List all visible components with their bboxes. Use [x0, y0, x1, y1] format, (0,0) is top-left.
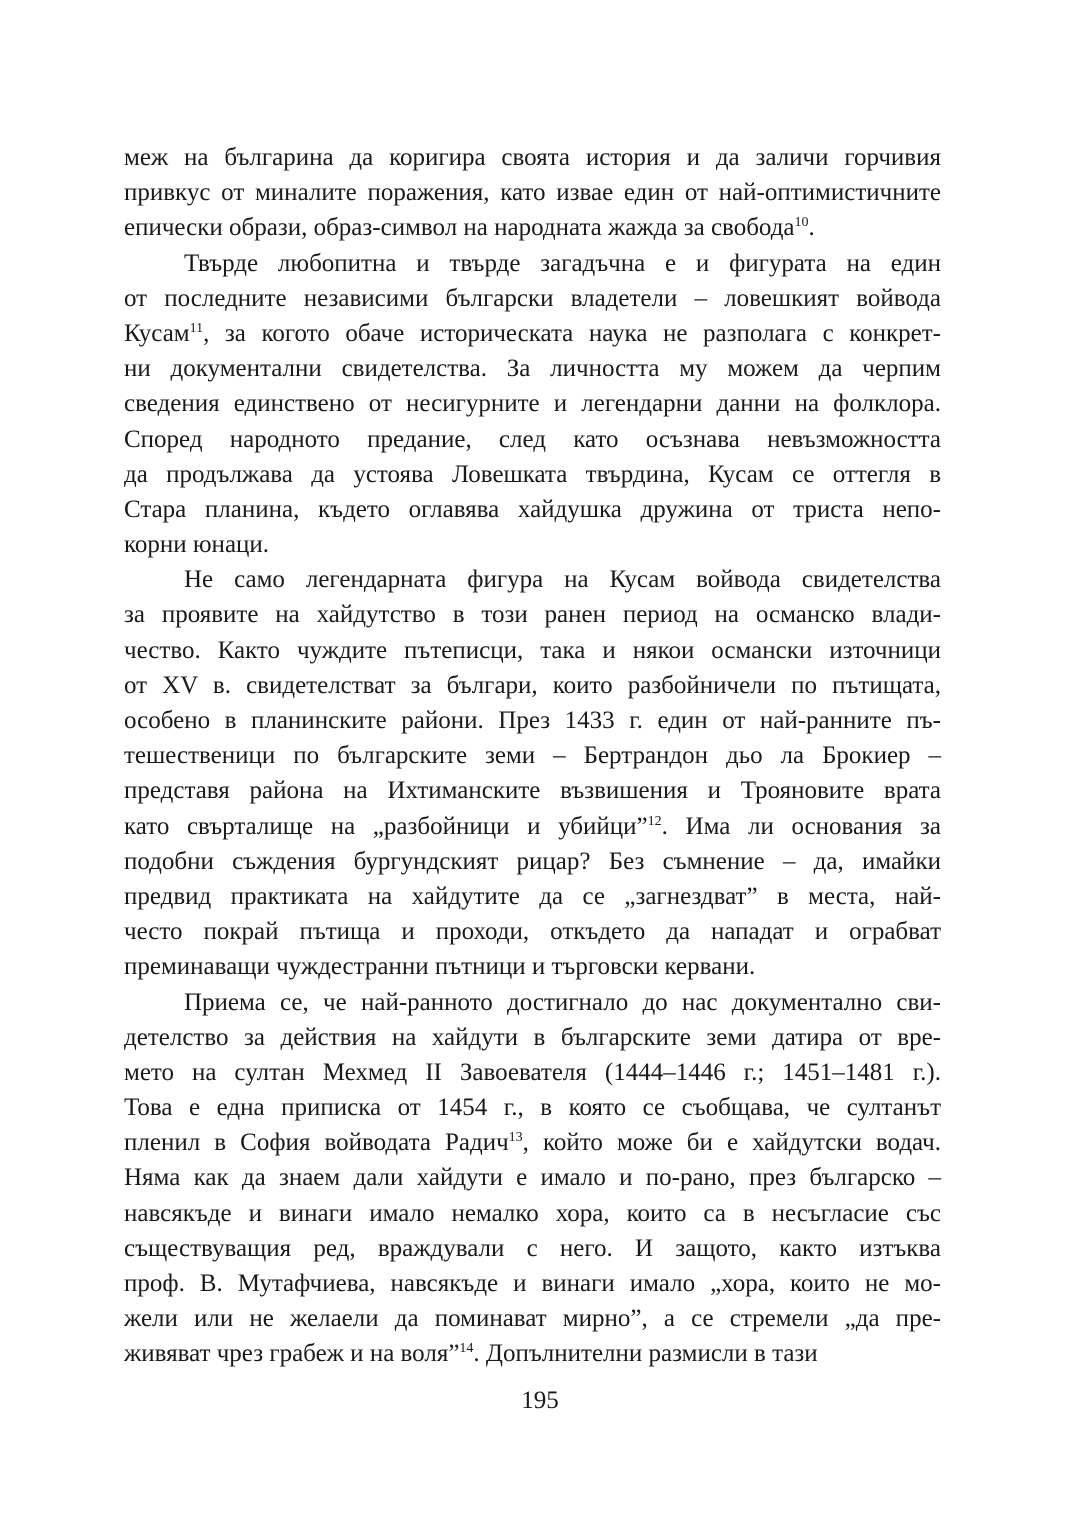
- footnote-ref: 12: [647, 813, 662, 829]
- text-run: Не само легендарната фигура на Кусам войвода свидетелства: [184, 566, 941, 594]
- text-line: [124, 1055, 941, 1090]
- text-line: [124, 1196, 941, 1231]
- text-run: корни юнаци.: [124, 531, 270, 559]
- text-line: [124, 351, 941, 386]
- text-run: от последните независими български владетели – ловешкият войвода: [124, 284, 941, 312]
- text-line: [124, 457, 941, 492]
- text-line: [124, 668, 941, 703]
- text-run: навсякъде и винаги имало немалко хора, които са в несъгласие със: [124, 1199, 941, 1227]
- text-run: Няма как да знаем дали хайдути е имало и по-рано, през българско –: [124, 1164, 941, 1192]
- text-run: детелство за действия на хайдути в българските земи датира от вре-: [124, 1023, 941, 1051]
- text-run: сведения единствено от несигурните и легендарни данни на фолклора.: [124, 390, 941, 418]
- paragraph: [124, 140, 941, 246]
- text-run: привкус от миналите поражения, като извае един от най-оптимистичните: [124, 179, 941, 207]
- paragraph: [124, 562, 941, 984]
- text-run: Стара планина, където оглавява хайдушка дружина от триста непо-: [124, 495, 941, 523]
- text-run: пленил в София войводата Радич: [124, 1129, 509, 1157]
- text-run: Според народното предание, след като осъзнава невъзможността: [124, 425, 941, 453]
- text-line: [124, 597, 941, 632]
- text-run: тешественици по българските земи – Бертрандон дьо ла Брокиер –: [124, 742, 941, 770]
- text-line: [124, 879, 941, 914]
- text-line: [124, 281, 941, 316]
- text-line: [124, 985, 941, 1020]
- text-line: [124, 246, 941, 281]
- text-line: [124, 703, 941, 738]
- text-line: [124, 1090, 941, 1125]
- text-line: [124, 844, 941, 879]
- text-line: [124, 1336, 941, 1371]
- text-line: [124, 562, 941, 597]
- text-run: Твърде любопитна и твърде загадъчна е и фигурата на един: [184, 249, 941, 277]
- text-line: [124, 809, 941, 844]
- text-line: [124, 140, 941, 175]
- text-run: . Допълнителни размисли в тази: [473, 1340, 818, 1368]
- text-line: [124, 1125, 941, 1160]
- text-run: .: [808, 214, 815, 242]
- text-run: Това е една приписка от 1454 г., в която се съобщава, че султанът: [124, 1094, 941, 1122]
- text-line: [124, 492, 941, 527]
- text-line: [124, 914, 941, 949]
- text-run: да продължава да устоява Ловешката твърдина, Кусам се оттегля в: [124, 460, 941, 488]
- text-run: Приема се, че най-ранното достигнало до нас документално сви-: [184, 988, 941, 1016]
- text-run: ни документални свидетелства. За личността му можем да черпим: [124, 355, 941, 383]
- text-run: съществуващия ред, враждували с него. И защото, както изтъква: [124, 1234, 941, 1262]
- text-run: , който може би е хайдутски водач.: [522, 1129, 941, 1157]
- text-run: представя района на Ихтиманските възвишения и Трояновите врата: [124, 777, 941, 805]
- text-line: [124, 210, 941, 245]
- paragraph: [124, 246, 941, 563]
- text-run: жели или не желаели да поминават мирно”, а се стремели „да пре-: [124, 1305, 941, 1333]
- text-run: преминаващи чуждестранни пътници и търговски кервани.: [124, 953, 756, 981]
- text-line: [124, 527, 941, 562]
- paragraph: [124, 985, 941, 1372]
- text-line: [124, 738, 941, 773]
- text-line: [124, 773, 941, 808]
- text-run: като свърталище на „разбойници и убийци”: [124, 812, 648, 840]
- text-line: [124, 1160, 941, 1195]
- text-run: меж на българина да коригира своята история и да заличи горчивия: [124, 144, 941, 171]
- text-line: [124, 1231, 941, 1266]
- text-run: проф. В. Мутафчиева, навсякъде и винаги имало „хора, които не мо-: [124, 1270, 941, 1297]
- text-line: [124, 1020, 941, 1055]
- footnote-ref: 11: [189, 320, 204, 336]
- page-number: 195: [521, 1387, 559, 1414]
- text-line: [124, 1266, 941, 1301]
- text-line: [124, 949, 941, 984]
- text-line: [124, 422, 941, 457]
- text-line: [124, 386, 941, 421]
- footnote-ref: 13: [508, 1130, 523, 1146]
- text-run: Кусам: [124, 319, 190, 347]
- text-line: [124, 175, 941, 210]
- text-run: предвид практиката на хайдутите да се „загнездват” в места, най-: [124, 882, 941, 910]
- text-run: , за когото обаче историческата наука не разполага с конкрет-: [203, 319, 941, 347]
- text-run: често покрай пътища и проходи, откъдето да нападат и ограбват: [124, 918, 941, 946]
- text-run: особено в планинските райони. През 1433 г. един от най-ранните пъ-: [124, 707, 941, 734]
- text-run: мето на султан Мехмед II Завоевателя (1444–1446 г.; 1451–1481 г.).: [124, 1058, 941, 1086]
- text-line: [124, 316, 941, 351]
- text-line: [124, 1301, 941, 1336]
- text-run: от XV в. свидетелстват за българи, които разбойничели по пътищата,: [124, 671, 941, 699]
- footnote-ref: 14: [459, 1341, 474, 1357]
- text-run: живяват чрез грабеж и на воля”: [124, 1340, 460, 1368]
- footnote-ref: 10: [794, 215, 809, 231]
- text-line: [124, 633, 941, 668]
- text-run: . Има ли основания за: [661, 812, 941, 840]
- text-body: [124, 140, 941, 1372]
- text-run: подобни съждения бургундският рицар? Без съмнение – да, имайки: [124, 847, 941, 875]
- text-run: за проявите на хайдутство в този ранен период на османско влади-: [124, 601, 941, 629]
- text-run: чество. Както чуждите пътеписци, така и някои османски източници: [124, 636, 941, 664]
- text-run: епически образи, образ-символ на народната жажда за свобода: [124, 214, 795, 242]
